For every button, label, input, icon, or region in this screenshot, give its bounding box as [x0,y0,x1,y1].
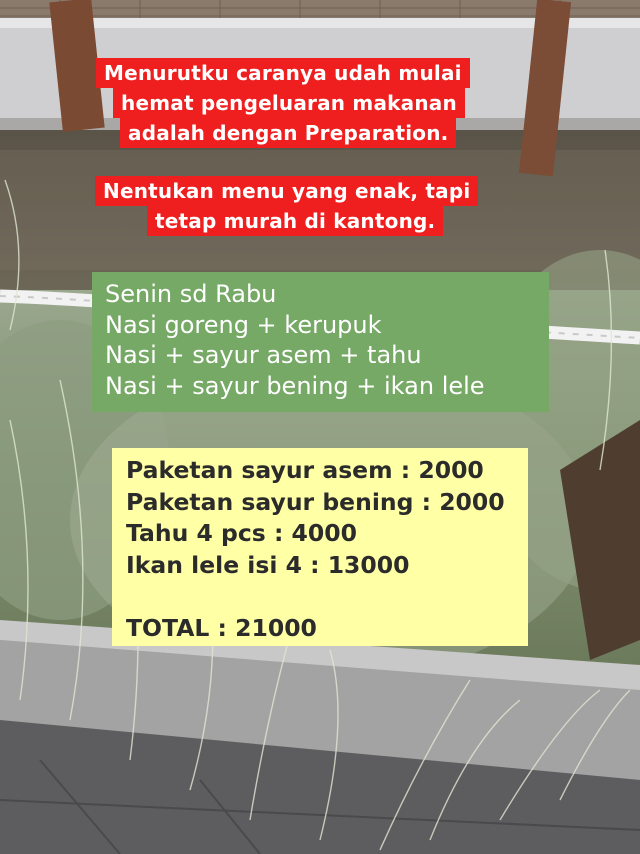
cost-box [112,448,528,646]
cost-item: Paketan sayur bening : 2000 [126,487,505,516]
menu-item: Nasi goreng + kerupuk [105,310,382,339]
menu-item: Nasi + sayur asem + tahu [105,341,422,369]
intro-line-3: adalah dengan Preparation. [120,118,456,148]
cost-item: Ikan lele isi 4 : 13000 [126,550,410,579]
menu-day-range: Senin sd Rabu [105,280,277,308]
cost-total: TOTAL : 21000 [126,613,317,642]
tip-line-1: Nentukan menu yang enak, tapi [95,176,478,206]
intro-line-2: hemat pengeluaran makanan [113,88,465,118]
cost-item: Tahu 4 pcs : 4000 [126,519,357,547]
menu-box [92,272,549,412]
menu-item: Nasi + sayur bening + ikan lele [105,371,485,400]
cost-item: Paketan sayur asem : 2000 [126,456,484,484]
intro-line-1: Menurutku caranya udah mulai [96,58,470,88]
tip-line-2: tetap murah di kantong. [147,206,443,236]
